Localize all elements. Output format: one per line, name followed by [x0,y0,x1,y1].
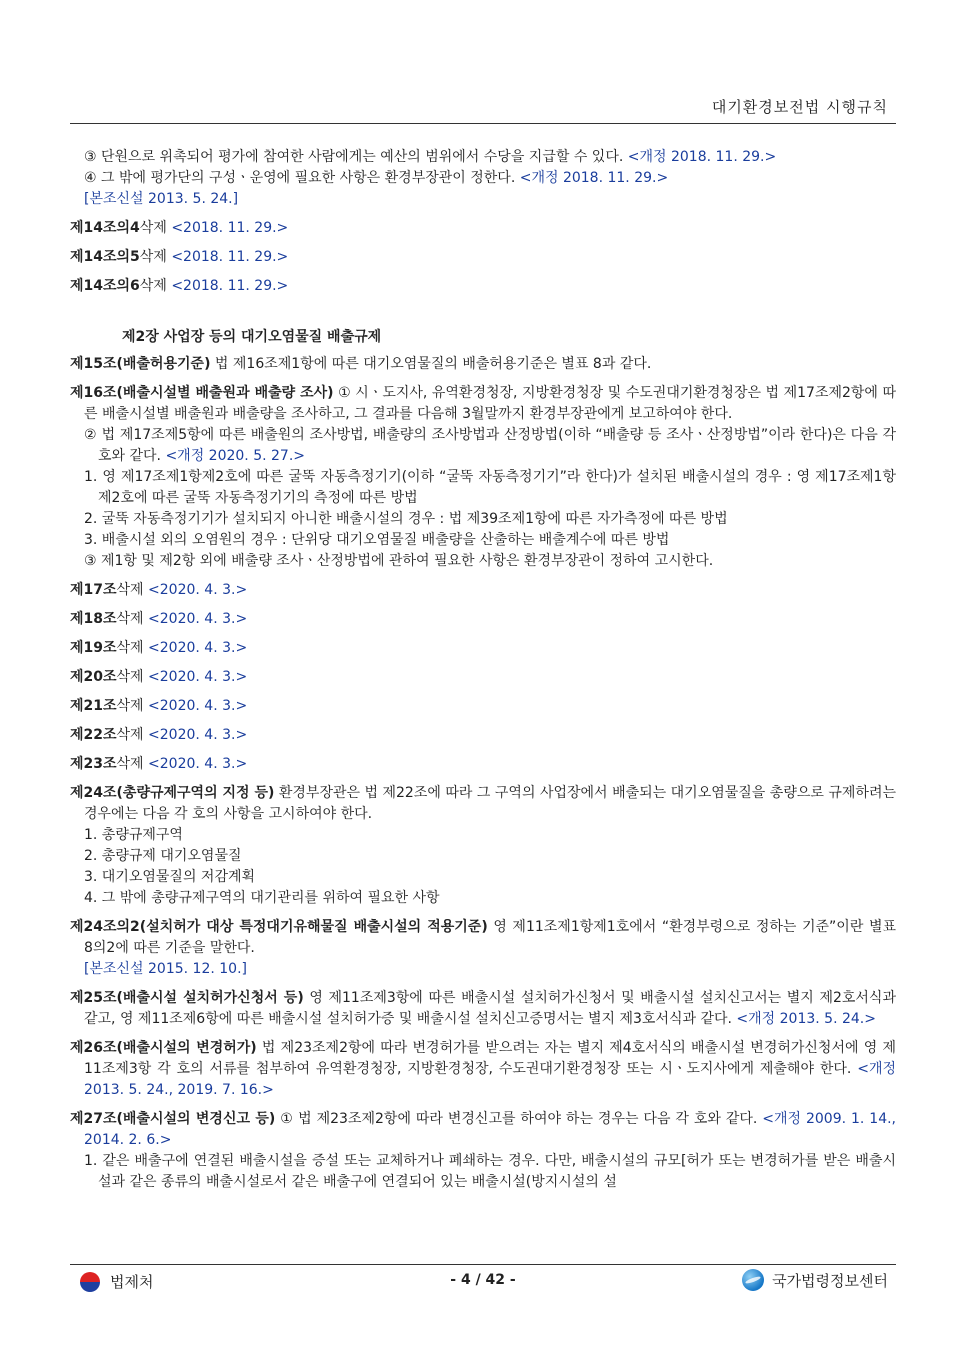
deleted-article-17 [70,580,896,601]
deleted-word: 삭제 [116,756,144,772]
article-text: 법 제16조제1항에 따른 대기오염물질의 배출허용기준은 별표 8과 같다. [210,356,652,372]
amendment-note: <개정 2018. 11. 29.> [627,149,777,165]
article-27-item-1: 1. 같은 배출구에 연결된 배출시설을 증설 또는 교체하거나 폐쇄하는 경우. 다만, 배출시설의 규모[허가 또는 변경허가를 받은 배출시설과 같은 종류의 배출시설로서 같은 배출구에 연결되어 있는 배출시설(방지시설의 설 [84,1153,896,1190]
amendment-note: <2020. 4. 3.> [148,756,248,772]
article-24-item-2: 2. 총량규제 대기오염물질 [84,848,242,864]
article-text: ① 법 제23조제2항에 따라 변경신고를 하여야 하는 경우는 다음 각 호와 같다. [275,1111,758,1127]
article-title: 제23조 [70,756,117,772]
deleted-article-23 [70,754,896,775]
header-divider [70,123,896,124]
article-16-item-2: 2. 굴뚝 자동측정기기가 설치되지 아니한 배출시설의 경우 : 법 제39조제1항에 따른 자가측정에 따른 방법 [84,511,728,527]
amendment-note: <개정 2009. 1. 14., 2014. 2. 6.> [84,1111,897,1148]
deleted-word: 삭제 [116,727,144,743]
article-24-item-4: 4. 그 밖에 총량규제구역의 대기관리를 위하여 필요한 사항 [84,890,440,906]
paragraph-14-3-3 [70,147,896,168]
amendment-note: <2020. 4. 3.> [148,669,248,685]
article-24-2 [70,917,896,959]
article-24 [70,783,896,825]
source-label: 국가법령정보센터 [772,1271,888,1290]
deleted-article-14-4 [70,218,896,239]
amendment-note: <2018. 11. 29.> [171,220,289,236]
paragraph-text: ④ 그 밖에 평가단의 구성ㆍ운영에 필요한 사항은 환경부장관이 정한다. [84,170,516,186]
article-title: 제15조(배출허용기준) [70,356,211,372]
article-title: 제21조 [70,698,117,714]
article-text: 영 제11조제1항제1호에서 “환경부령으로 정하는 기준”이란 별표 8의2에 따른 기준을 말한다. [84,919,896,956]
chapter-title: 제2장 사업장 등의 대기오염물질 배출규제 [122,329,382,345]
article-24-item-3: 3. 대기오염물질의 저감계획 [84,869,256,885]
article-title: 제26조(배출시설의 변경허가) [70,1040,257,1056]
paragraph-text: ② 법 제17조제5항에 따른 배출원의 조사방법, 배출량의 조사방법과 산정방법(이하 “배출량 등 조사ㆍ산정방법”이라 한다)은 다음 각 호와 같다. [84,427,896,464]
article-15 [70,354,896,375]
article-title: 제18조 [70,611,117,627]
amendment-note: <개정 2013. 5. 24.> [736,1011,876,1027]
amendment-note: <2018. 11. 29.> [171,249,289,265]
new-article-note: [본조신설 2013. 5. 24.] [84,191,239,207]
deleted-article-14-6 [70,276,896,297]
article-24-item-1: 1. 총량규제구역 [84,827,183,843]
article-title: 제24조(총량규제구역의 지정 등) [70,785,275,801]
article-title: 제25조(배출시설 설치허가신청서 등) [70,990,304,1006]
amendment-note: <개정 2013. 5. 24., 2019. 7. 16.> [84,1061,896,1098]
article-16-paragraph-3: ③ 제1항 및 제2항 외에 배출량 조사ㆍ산정방법에 관하여 필요한 사항은 환경부장관이 정하여 고시한다. [84,553,714,569]
article-title: 제16조(배출시설별 배출원과 배출량 조사) [70,385,334,401]
paragraph-text: ③ 단원으로 위촉되어 평가에 참여한 사람에게는 예산의 범위에서 수당을 지급할 수 있다. [84,149,624,165]
article-16-paragraph-2 [70,425,896,467]
article-title: 제14조의4 [70,220,140,236]
article-title: 제24조의2(설치허가 대상 특정대기유해물질 배출시설의 적용기준) [70,919,488,935]
footer-divider [70,1264,896,1265]
amendment-note: <2020. 4. 3.> [148,698,248,714]
deleted-word: 삭제 [139,220,167,236]
article-title: 제22조 [70,727,117,743]
deleted-article-18 [70,609,896,630]
article-16-item-3: 3. 배출시설 외의 오염원의 경우 : 단위당 대기오염물질 배출량을 산출하는 배출계수에 따른 방법 [84,532,670,548]
deleted-word: 삭제 [116,669,144,685]
new-article-note: [본조신설 2015. 12. 10.] [84,961,247,977]
deleted-word: 삭제 [139,249,167,265]
document-body [70,147,896,1193]
amendment-note: <2018. 11. 29.> [171,278,289,294]
deleted-article-21 [70,696,896,717]
amendment-note: <2020. 4. 3.> [148,640,248,656]
article-title: 제19조 [70,640,117,656]
deleted-word: 삭제 [116,611,144,627]
deleted-article-19 [70,638,896,659]
article-text: 환경부장관은 법 제22조에 따라 그 구역의 사업장에서 배출되는 대기오염물질을 총량으로 규제하려는 경우에는 다음 각 호의 사항을 고시하여야 한다. [84,785,896,822]
deleted-article-20 [70,667,896,688]
article-text: 법 제23조제2항에 따라 변경허가를 받으려는 자는 별지 제4호서식의 배출시설 변경허가신청서에 영 제11조제3항 각 호의 서류를 첨부하여 유역환경청장, 지방환경청장, 수도권대기환경청장 또는 시ㆍ도지사에게 제출해야 한다. [84,1040,896,1077]
article-27 [70,1109,896,1151]
deleted-word: 삭제 [116,698,144,714]
article-16-item-1: 1. 영 제17조제1항제2호에 따른 굴뚝 자동측정기기(이하 “굴뚝 자동측정기기”라 한다)가 설치된 배출시설의 경우 : 영 제17조제1항제2호에 따른 굴뚝 자동측정기기의 측정에 따른 방법 [84,469,896,506]
article-text: ① 시ㆍ도지사, 유역환경청장, 지방환경청장 및 수도권대기환경청장은 법 제17조제2항에 따른 배출시설별 배출원과 배출량을 조사하고, 그 결과를 다음해 3월말까지 환경부장관에게 보고하여야 한다. [84,385,897,422]
amendment-note: <개정 2018. 11. 29.> [519,170,669,186]
article-title: 제14조의6 [70,278,140,294]
deleted-article-14-5 [70,247,896,268]
deleted-word: 삭제 [116,640,144,656]
article-title: 제27조(배출시설의 변경신고 등) [70,1111,276,1127]
amendment-note: <2020. 4. 3.> [148,582,248,598]
footer-source [742,1269,888,1291]
document-title: 대기환경보전법 시행규칙 [711,98,888,116]
globe-logo-icon [742,1269,764,1291]
paragraph-14-3-4 [70,168,896,189]
amendment-note: <개정 2020. 5. 27.> [165,448,306,464]
page-number: - 4 / 42 - [450,1272,516,1288]
deleted-word: 삭제 [139,278,167,294]
deleted-article-22 [70,725,896,746]
article-title: 제20조 [70,669,117,685]
article-title: 제14조의5 [70,249,140,265]
article-25 [70,988,896,1030]
article-16 [70,383,896,425]
article-text: 영 제11조제3항에 따른 배출시설 설치허가신청서 및 배출시설 설치신고서는 별지 제2호서식과 같고, 영 제11조제6항에 따른 배출시설 설치허가증 및 배출시설 설치신고증명서는 별지 제3호서식과 같다. [84,990,896,1027]
publisher-label: 법제처 [110,1273,154,1291]
amendment-note: <2020. 4. 3.> [148,727,248,743]
deleted-word: 삭제 [116,582,144,598]
article-title: 제17조 [70,582,117,598]
amendment-note: <2020. 4. 3.> [148,611,248,627]
article-26 [70,1038,896,1101]
